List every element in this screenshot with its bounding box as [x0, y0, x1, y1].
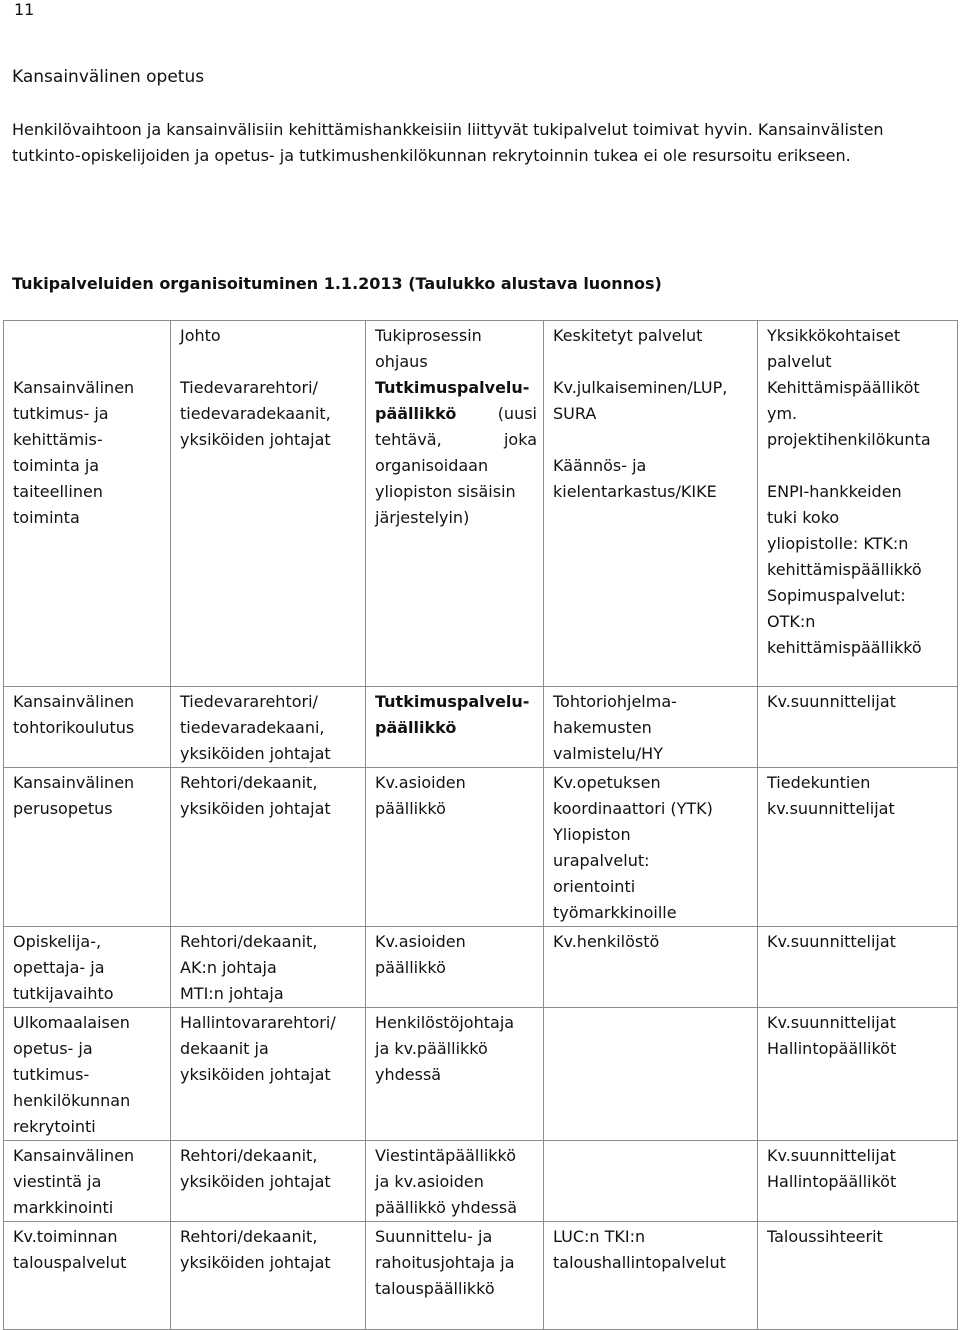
header-tukiprosessi: Tukiprosessin ohjaus	[375, 326, 482, 371]
keskitetyt-cell: Kv.henkilöstö	[553, 932, 660, 951]
table-cell	[4, 768, 171, 927]
table-cell	[544, 1141, 758, 1222]
johto-cell: Hallintovararehtori/ dekaanit ja yksiköiden johtajat	[180, 1013, 336, 1084]
table-cell	[366, 768, 544, 927]
row-area-label: Kansainvälinen perusopetus	[13, 773, 135, 818]
yksikko-cell: Kv.suunnittelijat Hallintopäälliköt	[767, 1146, 897, 1191]
ohjaus-cell: Tutkimuspalvelu- päällikkö	[375, 692, 530, 737]
yksikko-cell: Kv.suunnittelijat Hallintopäälliköt	[767, 1013, 897, 1058]
table-cell	[4, 1141, 171, 1222]
intro-paragraph: Henkilövaihtoon ja kansainvälisiin kehittämishankkeisiin liittyvät tukipalvelut toimivat hyvin. Kansainvälisten tutkinto-opiskelijoiden ja opetus- ja tutkimushenkilökunnan rekrytoinnin tukea ei ole resursoitu erikseen.	[12, 120, 884, 165]
yksikko-cell: Taloussihteerit	[767, 1227, 883, 1246]
row-area-label: Ulkomaalaisen opetus- ja tutkimus- henkilökunnan rekrytointi	[13, 1013, 131, 1136]
table-cell	[758, 927, 958, 1008]
ohjaus-cell: Suunnittelu- ja rahoitusjohtaja ja talouspäällikkö	[375, 1227, 515, 1298]
yksikko-cell: Kv.suunnittelijat	[767, 692, 896, 711]
table-cell	[758, 687, 958, 768]
table-cell	[758, 768, 958, 927]
ohjaus-cell: Viestintäpäällikkö ja kv.asioiden päällikkö yhdessä	[375, 1146, 518, 1217]
table-title: Tukipalveluiden organisoituminen 1.1.2013 (Taulukko alustava luonnos)	[12, 274, 662, 293]
row-area-label: Kv.toiminnan talouspalvelut	[13, 1227, 127, 1272]
support-services-table	[3, 320, 958, 1330]
johto-cell: Rehtori/dekaanit, yksiköiden johtajat	[180, 1146, 331, 1191]
table-cell	[758, 321, 958, 687]
table-cell	[544, 1008, 758, 1141]
table-cell	[171, 1008, 366, 1141]
table-cell	[4, 1222, 171, 1330]
page-number: 11	[14, 0, 35, 19]
johto-cell: Rehtori/dekaanit, yksiköiden johtajat	[180, 1227, 331, 1272]
yksikko-cell: Tiedekuntien kv.suunnittelijat	[767, 773, 895, 818]
table-cell	[366, 927, 544, 1008]
ohjaus-bold-1: Tutkimuspalvelu-	[375, 378, 530, 397]
yksikko-a: Kehittämispäälliköt ym. projektihenkilökunta	[767, 378, 931, 449]
ohjaus-rest-2a: tehtävä,	[375, 430, 442, 449]
row-area-label: Kansainvälinen tohtorikoulutus	[13, 692, 135, 737]
table-cell	[544, 927, 758, 1008]
table-row	[4, 1222, 958, 1330]
table-cell	[366, 1141, 544, 1222]
johto-cell: Tiedevararehtori/ tiedevaradekaanit, yksiköiden johtajat	[180, 378, 331, 449]
table-cell	[171, 321, 366, 687]
table-cell	[366, 321, 544, 687]
row-area-label: Opiskelija-, opettaja- ja tutkijavaihto	[13, 932, 114, 1003]
table-cell	[366, 1008, 544, 1141]
table-cell	[758, 1141, 958, 1222]
keskitetyt-cell: Tohtoriohjelma- hakemusten valmistelu/HY	[553, 692, 677, 763]
table-row	[4, 1008, 958, 1141]
keskitetyt-a: Kv.julkaiseminen/LUP, SURA	[553, 378, 728, 423]
table-cell	[758, 1222, 958, 1330]
header-johto: Johto	[180, 326, 221, 345]
table-row	[4, 321, 958, 687]
table-cell	[758, 1008, 958, 1141]
row-area-label: Kansainvälinen viestintä ja markkinointi	[13, 1146, 135, 1217]
ohjaus-line-1	[375, 375, 537, 401]
ohjaus-rest-2b: joka	[503, 430, 537, 449]
ohjaus-cell: Kv.asioiden päällikkö	[375, 932, 466, 977]
table-cell	[544, 768, 758, 927]
ohjaus-line-2	[375, 401, 537, 427]
table-cell	[171, 1141, 366, 1222]
row-area-label: Kansainvälinen tutkimus- ja kehittämis- toiminta ja taiteellinen toiminta	[13, 378, 135, 527]
johto-cell: Rehtori/dekaanit, AK:n johtaja MTI:n johtaja	[180, 932, 318, 1003]
section-title: Kansainvälinen opetus	[12, 67, 205, 87]
table-cell	[4, 1008, 171, 1141]
table-cell	[171, 687, 366, 768]
ohjaus-rest-3: organisoidaan yliopiston sisäisin järjestelyin)	[375, 456, 516, 527]
johto-cell: Tiedevararehtori/ tiedevaradekaani, yksiköiden johtajat	[180, 692, 331, 763]
header-yksikko: Yksikkökohtaiset palvelut	[767, 326, 901, 371]
keskitetyt-cell: LUC:n TKI:n taloushallintopalvelut	[553, 1227, 726, 1272]
table-cell	[544, 321, 758, 687]
johto-cell: Rehtori/dekaanit, yksiköiden johtajat	[180, 773, 331, 818]
header-empty	[13, 323, 164, 375]
keskitetyt-b: Käännös- ja kielentarkastus/KIKE	[553, 456, 717, 501]
ohjaus-line-3	[375, 427, 537, 453]
table-cell	[4, 927, 171, 1008]
keskitetyt-cell: Kv.opetuksen koordinaattori (YTK) Yliopiston urapalvelut: orientointi työmarkkinoille	[553, 773, 713, 922]
table-row	[4, 687, 958, 768]
table-cell	[544, 1222, 758, 1330]
ohjaus-bold-2: päällikkö	[375, 404, 457, 423]
table-cell	[171, 768, 366, 927]
header-keskitetyt: Keskitetyt palvelut	[553, 326, 703, 345]
table-cell	[4, 687, 171, 768]
ohjaus-cell: Henkilöstöjohtaja ja kv.päällikkö yhdessä	[375, 1013, 515, 1084]
table-row	[4, 1141, 958, 1222]
table-cell	[4, 321, 171, 687]
table-row	[4, 768, 958, 927]
ohjaus-cell: Kv.asioiden päällikkö	[375, 773, 466, 818]
table-cell	[171, 1222, 366, 1330]
table-row	[4, 927, 958, 1008]
ohjaus-rest-1: (uusi	[497, 404, 537, 423]
table-cell	[366, 687, 544, 768]
table-cell	[544, 687, 758, 768]
yksikko-cell: Kv.suunnittelijat	[767, 932, 896, 951]
table-cell	[366, 1222, 544, 1330]
yksikko-b: ENPI-hankkeiden tuki koko yliopistolle: KTK:n kehittämispäällikkö Sopimuspalvelut: OTK:n kehittämispäällikkö	[767, 482, 922, 657]
table-cell	[171, 927, 366, 1008]
